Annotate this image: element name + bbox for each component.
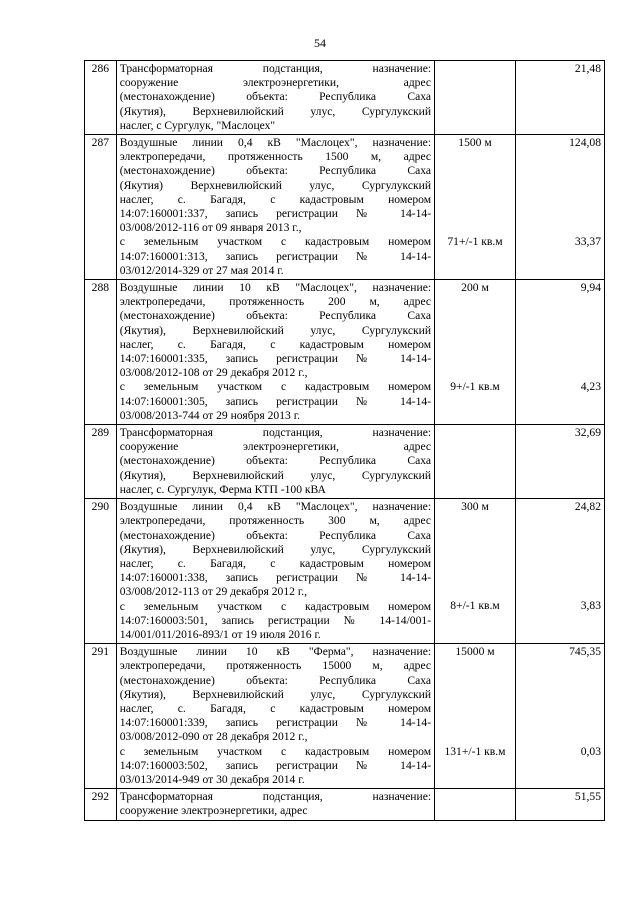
- description-line: наслег, с. Багадя, с кадастровым номером: [119, 192, 432, 206]
- row-size: [435, 280, 516, 425]
- value-primary: 32,69: [574, 426, 601, 440]
- row-number: 286: [85, 61, 117, 135]
- description-line: сооружение электроэнергетики, адрес: [119, 804, 308, 818]
- table-body: [85, 61, 605, 821]
- value-primary: 24,82: [574, 500, 601, 514]
- size-primary: [438, 62, 512, 76]
- size-primary: [438, 426, 512, 440]
- value-primary: 124,08: [569, 136, 601, 150]
- size-land: 131+/-1 кв.м: [444, 744, 506, 758]
- description-line: с земельным участком с кадастровым номером: [119, 599, 432, 613]
- row-size: [435, 644, 516, 789]
- description-line: сооружение электроэнергетики, адрес: [119, 440, 432, 454]
- description-line: Трансформаторная подстанция, назначение:: [119, 426, 432, 440]
- row-description: [116, 61, 434, 135]
- table-row: [85, 789, 605, 820]
- value-land: 4,23: [580, 380, 601, 394]
- row-number: 291: [85, 644, 117, 789]
- description-line: наслег, с. Багадя, с кадастровым номером: [119, 701, 432, 715]
- description-line: наслег, с. Багадя, с кадастровым номером: [119, 556, 432, 570]
- row-number: 288: [85, 280, 117, 425]
- description-line: 14:07:160003:501, запись регистрации № 14-14/001-: [119, 613, 432, 627]
- row-description: [116, 425, 434, 499]
- description-line: 14:07:160001:305, запись регистрации № 14-14-: [119, 394, 432, 408]
- row-size: [435, 499, 516, 644]
- description-line: 03/013/2014-949 от 30 декабря 2014 г.: [119, 772, 305, 786]
- row-description: [116, 135, 434, 280]
- description-line: 03/008/2012-116 от 09 января 2013 г.,: [119, 221, 302, 235]
- description-line: 03/012/2014-329 от 27 мая 2014 г.: [119, 263, 284, 277]
- description-line: электропередачи, протяженность 15000 м, адрес: [119, 659, 432, 673]
- table-row: [85, 280, 605, 425]
- size-primary: 300 м: [461, 500, 489, 514]
- page-number: 54: [314, 36, 326, 50]
- row-number: 287: [85, 135, 117, 280]
- row-size: [435, 61, 516, 135]
- row-value: [515, 789, 604, 820]
- table-row: [85, 499, 605, 644]
- description-line: (Якутия), Верхневилюйский улус, Сургулукский: [119, 468, 432, 482]
- description-line: 14:07:160001:339, запись регистрации № 14-14-: [119, 716, 432, 730]
- size-primary: 1500 м: [458, 136, 492, 150]
- description-line: Трансформаторная подстанция, назначение:: [119, 62, 432, 75]
- description-line: наслег, с. Багадя, с кадастровым номером: [119, 337, 432, 351]
- table-row: [85, 135, 605, 280]
- description-line: 03/008/2012-090 от 28 декабря 2012 г.,: [119, 730, 308, 744]
- row-value: [515, 135, 604, 280]
- value-land: 0,03: [580, 744, 601, 758]
- description-line: Воздушные линии 10 кВ "Маслоцех", назначение:: [119, 281, 432, 295]
- size-primary: 200 м: [461, 281, 489, 295]
- description-line: 14:07:160001:313, запись регистрации № 14-14-: [119, 249, 432, 263]
- table-row: [85, 644, 605, 789]
- description-line: (местонахождение) объекта: Республика Саха: [119, 164, 432, 178]
- description-line: 14:07:160001:337, запись регистрации № 14-14-: [119, 207, 432, 221]
- size-land: 9+/-1 кв.м: [450, 380, 500, 394]
- row-description: [116, 789, 434, 820]
- value-land: 3,83: [580, 599, 601, 613]
- description-line: (Якутия), Верхневилюйский улус, Сургулукский: [119, 104, 432, 118]
- description-line: наслег, с. Сургулук, Ферма КТП -100 кВА: [119, 482, 326, 496]
- description-line: наслег, с Сургулук, "Маслоцех": [119, 118, 276, 132]
- description-line: (местонахождение) объекта: Республика Саха: [119, 454, 432, 468]
- description-line: 14:07:160001:338, запись регистрации № 14-14-: [119, 571, 432, 585]
- description-line: Трансформаторная подстанция, назначение:: [119, 790, 432, 804]
- description-line: электропередачи, протяженность 1500 м, адрес: [119, 150, 432, 164]
- description-line: (Якутия), Верхневилюйский улус, Сургулукский: [119, 687, 432, 701]
- description-line: (местонахождение) объекта: Республика Саха: [119, 90, 432, 104]
- description-line: 14/001/011/2016-893/1 от 19 июля 2016 г.: [119, 627, 321, 641]
- description-line: 14:07:160003:502, запись регистрации № 14-14-: [119, 758, 432, 772]
- row-value: [515, 644, 604, 789]
- size-primary: [438, 790, 512, 804]
- row-description: [116, 644, 434, 789]
- value-primary: 745,35: [569, 645, 601, 659]
- description-line: (Якутия), Верхневилюйский улус, Сургулукский: [119, 542, 432, 556]
- description-line: с земельным участком с кадастровым номером: [119, 380, 432, 394]
- description-line: электропередачи, протяженность 200 м, адрес: [119, 295, 432, 309]
- description-line: 03/008/2013-744 от 29 ноября 2013 г.: [119, 408, 301, 422]
- value-primary: 9,94: [580, 281, 601, 295]
- description-line: (местонахождение) объекта: Республика Саха: [119, 528, 432, 542]
- table-row: [85, 61, 605, 135]
- description-line: 14:07:160001:335, запись регистрации № 14-14-: [119, 352, 432, 366]
- row-number: 290: [85, 499, 117, 644]
- size-land: 71+/-1 кв.м: [447, 235, 503, 249]
- row-value: [515, 61, 604, 135]
- description-line: сооружение электроэнергетики, адрес: [119, 76, 432, 90]
- size-land: 8+/-1 кв.м: [450, 599, 500, 613]
- row-size: [435, 789, 516, 820]
- value-primary: 21,48: [574, 62, 601, 75]
- row-number: 292: [85, 789, 117, 820]
- description-line: 03/008/2012-108 от 29 декабря 2012 г.,: [119, 366, 308, 380]
- description-line: (Якутия) Верхневилюйский улус, Сургулукский: [119, 178, 432, 192]
- description-line: Воздушные линии 0,4 кВ "Маслоцех", назначение:: [119, 136, 432, 150]
- value-primary: 51,55: [574, 790, 601, 804]
- row-value: [515, 499, 604, 644]
- description-line: (местонахождение) объекта: Республика Саха: [119, 309, 432, 323]
- row-value: [515, 280, 604, 425]
- row-size: [435, 425, 516, 499]
- size-primary: 15000 м: [455, 645, 495, 659]
- description-line: (местонахождение) объекта: Республика Саха: [119, 673, 432, 687]
- description-line: 03/008/2012-113 от 29 декабря 2012 г.,: [119, 585, 308, 599]
- row-size: [435, 135, 516, 280]
- property-table: [84, 60, 605, 821]
- value-land: 33,37: [574, 235, 601, 249]
- table-row: [85, 425, 605, 499]
- description-line: Воздушные линии 10 кВ "Ферма", назначение:: [119, 645, 432, 659]
- row-number: 289: [85, 425, 117, 499]
- row-description: [116, 280, 434, 425]
- row-value: [515, 425, 604, 499]
- description-line: Воздушные линии 0,4 кВ "Маслоцех", назначение:: [119, 500, 432, 514]
- row-description: [116, 499, 434, 644]
- description-line: с земельным участком с кадастровым номером: [119, 744, 432, 758]
- description-line: электропередачи, протяженность 300 м, адрес: [119, 514, 432, 528]
- description-line: (Якутия), Верхневилюйский улус, Сургулукский: [119, 323, 432, 337]
- description-line: с земельным участком с кадастровым номером: [119, 235, 432, 249]
